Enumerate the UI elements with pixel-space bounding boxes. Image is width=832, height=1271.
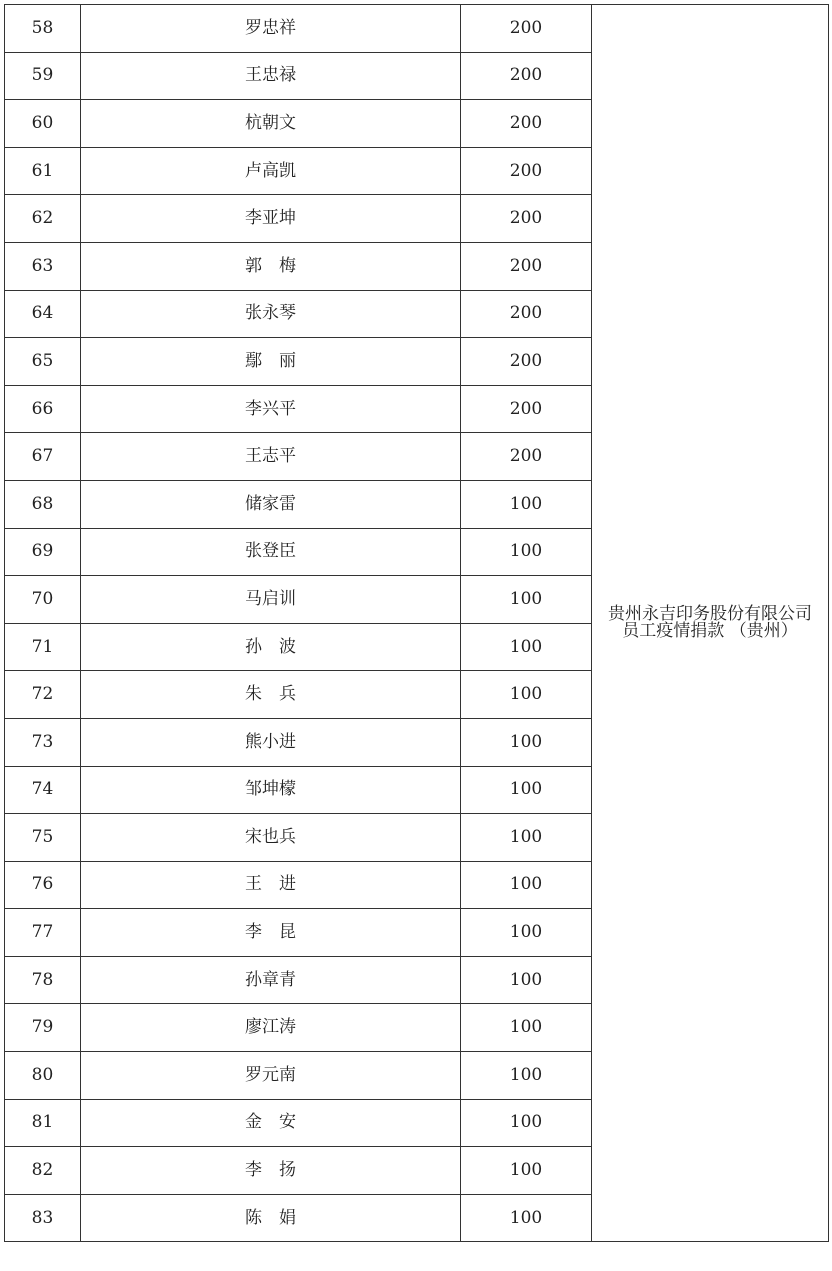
donor-name-text: 郭 梅 bbox=[245, 255, 296, 276]
row-number bbox=[5, 338, 81, 386]
row-number bbox=[5, 52, 81, 100]
donation-amount-text: 100 bbox=[509, 826, 543, 847]
donation-amount bbox=[461, 433, 592, 481]
row-number bbox=[5, 1004, 81, 1052]
donor-name-text: 罗忠祥 bbox=[245, 17, 296, 38]
donor-name bbox=[81, 433, 461, 481]
donor-name-text: 马启训 bbox=[245, 588, 296, 609]
donation-amount-text: 100 bbox=[509, 493, 543, 514]
row-number-text: 65 bbox=[31, 350, 54, 371]
donation-amount bbox=[461, 5, 592, 53]
donor-name bbox=[81, 195, 461, 243]
donor-name-text: 储家雷 bbox=[245, 493, 296, 514]
donation-amount bbox=[461, 1052, 592, 1100]
donation-amount bbox=[461, 290, 592, 338]
donor-name-text: 陈 娟 bbox=[245, 1207, 296, 1228]
donation-amount-text: 100 bbox=[509, 922, 543, 943]
donor-name bbox=[81, 338, 461, 386]
donor-name-text: 李兴平 bbox=[245, 398, 296, 419]
row-number-text: 62 bbox=[31, 208, 54, 229]
donor-name bbox=[81, 385, 461, 433]
note-purpose-line: 员工疫情捐款 （贵州） bbox=[622, 621, 798, 642]
row-number bbox=[5, 766, 81, 814]
row-number-text: 73 bbox=[31, 731, 54, 752]
row-number bbox=[5, 671, 81, 719]
donation-amount-text: 100 bbox=[509, 636, 543, 657]
donation-amount bbox=[461, 576, 592, 624]
row-number bbox=[5, 242, 81, 290]
donor-name bbox=[81, 576, 461, 624]
row-number-text: 83 bbox=[31, 1207, 54, 1228]
donation-amount-text: 200 bbox=[509, 350, 543, 371]
donor-name bbox=[81, 100, 461, 148]
donor-name bbox=[81, 1147, 461, 1195]
donation-amount-text: 100 bbox=[509, 779, 543, 800]
donor-name-text: 杭朝文 bbox=[245, 112, 296, 133]
row-number bbox=[5, 480, 81, 528]
donation-amount-text: 100 bbox=[509, 969, 543, 990]
donor-name bbox=[81, 290, 461, 338]
row-number-text: 70 bbox=[31, 588, 54, 609]
donor-name-text: 张永琴 bbox=[245, 303, 296, 324]
row-number-text: 59 bbox=[31, 65, 54, 86]
donor-name-text: 孙 波 bbox=[245, 636, 296, 657]
row-number bbox=[5, 909, 81, 957]
donor-name-text: 朱 兵 bbox=[245, 684, 296, 705]
row-number bbox=[5, 385, 81, 433]
donation-amount bbox=[461, 909, 592, 957]
donor-name bbox=[81, 1004, 461, 1052]
donor-name bbox=[81, 1194, 461, 1242]
donation-amount bbox=[461, 671, 592, 719]
donor-name bbox=[81, 861, 461, 909]
row-number bbox=[5, 147, 81, 195]
row-number bbox=[5, 1099, 81, 1147]
donor-name bbox=[81, 528, 461, 576]
row-number bbox=[5, 195, 81, 243]
donation-amount bbox=[461, 1147, 592, 1195]
donor-name bbox=[81, 242, 461, 290]
donor-name-text: 金 安 bbox=[245, 1112, 296, 1133]
row-number bbox=[5, 576, 81, 624]
donation-amount bbox=[461, 814, 592, 862]
donation-amount bbox=[461, 100, 592, 148]
donation-amount-text: 200 bbox=[509, 208, 543, 229]
donation-amount bbox=[461, 1004, 592, 1052]
donation-amount bbox=[461, 1194, 592, 1242]
donor-name bbox=[81, 1099, 461, 1147]
donor-name-text: 廖江涛 bbox=[245, 1017, 296, 1038]
donation-amount bbox=[461, 480, 592, 528]
row-number-text: 78 bbox=[31, 969, 54, 990]
donation-amount-text: 200 bbox=[509, 65, 543, 86]
row-number bbox=[5, 5, 81, 53]
donor-name-text: 李亚坤 bbox=[245, 208, 296, 229]
row-number bbox=[5, 956, 81, 1004]
donor-name bbox=[81, 1052, 461, 1100]
row-number-text: 77 bbox=[31, 922, 54, 943]
donation-amount bbox=[461, 861, 592, 909]
donation-amount bbox=[461, 956, 592, 1004]
donation-amount bbox=[461, 52, 592, 100]
row-number-text: 75 bbox=[31, 826, 54, 847]
donation-amount-text: 200 bbox=[509, 17, 543, 38]
row-number-text: 64 bbox=[31, 303, 54, 324]
row-number-text: 74 bbox=[31, 779, 54, 800]
donor-name bbox=[81, 718, 461, 766]
row-number-text: 61 bbox=[31, 160, 54, 181]
donor-name-text: 李 昆 bbox=[245, 922, 296, 943]
donation-amount bbox=[461, 242, 592, 290]
row-number-text: 69 bbox=[31, 541, 54, 562]
row-number bbox=[5, 290, 81, 338]
row-number bbox=[5, 1194, 81, 1242]
donation-amount bbox=[461, 338, 592, 386]
row-number bbox=[5, 528, 81, 576]
row-number bbox=[5, 623, 81, 671]
note-company-line: 贵州永吉印务股份有限公司 bbox=[608, 604, 812, 625]
donation-amount bbox=[461, 1099, 592, 1147]
row-number-text: 60 bbox=[31, 112, 54, 133]
row-number bbox=[5, 433, 81, 481]
donation-amount-text: 200 bbox=[509, 112, 543, 133]
donor-name-text: 罗元南 bbox=[245, 1064, 296, 1085]
donor-name bbox=[81, 671, 461, 719]
row-number bbox=[5, 718, 81, 766]
donation-amount-text: 200 bbox=[509, 160, 543, 181]
donation-amount bbox=[461, 623, 592, 671]
donation-amount-text: 200 bbox=[509, 303, 543, 324]
row-number-text: 76 bbox=[31, 874, 54, 895]
row-number bbox=[5, 1147, 81, 1195]
row-number-text: 66 bbox=[31, 398, 54, 419]
donation-table-body bbox=[5, 5, 829, 1242]
donation-amount bbox=[461, 147, 592, 195]
donation-amount bbox=[461, 718, 592, 766]
donor-name-text: 李 扬 bbox=[245, 1160, 296, 1181]
donor-name-text: 王忠禄 bbox=[245, 65, 296, 86]
donation-amount-text: 100 bbox=[509, 588, 543, 609]
row-number-text: 79 bbox=[31, 1017, 54, 1038]
donation-amount bbox=[461, 385, 592, 433]
row-number-text: 81 bbox=[31, 1112, 54, 1133]
donor-name-text: 鄢 丽 bbox=[245, 350, 296, 371]
row-number-text: 68 bbox=[31, 493, 54, 514]
donation-amount-text: 200 bbox=[509, 446, 543, 467]
row-number bbox=[5, 861, 81, 909]
donor-name-text: 卢高凯 bbox=[245, 160, 296, 181]
donation-amount-text: 100 bbox=[509, 1160, 543, 1181]
donation-amount-text: 100 bbox=[509, 1207, 543, 1228]
donation-table bbox=[4, 4, 829, 1242]
row-number bbox=[5, 814, 81, 862]
row-number-text: 72 bbox=[31, 684, 54, 705]
donor-name bbox=[81, 766, 461, 814]
row-number-text: 82 bbox=[31, 1160, 54, 1181]
donation-amount-text: 100 bbox=[509, 1112, 543, 1133]
donation-amount-text: 100 bbox=[509, 1064, 543, 1085]
donor-name bbox=[81, 147, 461, 195]
donation-amount bbox=[461, 766, 592, 814]
donor-name bbox=[81, 5, 461, 53]
row-number-text: 71 bbox=[31, 636, 54, 657]
donor-name-text: 宋也兵 bbox=[245, 826, 296, 847]
row-number-text: 67 bbox=[31, 446, 54, 467]
donor-name bbox=[81, 956, 461, 1004]
donor-name bbox=[81, 52, 461, 100]
donation-amount-text: 100 bbox=[509, 541, 543, 562]
table-row bbox=[5, 5, 829, 53]
row-number-text: 58 bbox=[31, 17, 54, 38]
donor-name bbox=[81, 480, 461, 528]
donor-name bbox=[81, 814, 461, 862]
donation-amount-text: 100 bbox=[509, 1017, 543, 1038]
donor-name-text: 孙章青 bbox=[245, 969, 296, 990]
row-number bbox=[5, 100, 81, 148]
donor-name bbox=[81, 623, 461, 671]
donor-name-text: 张登臣 bbox=[245, 541, 296, 562]
row-number-text: 80 bbox=[31, 1064, 54, 1085]
donation-amount-text: 100 bbox=[509, 874, 543, 895]
donation-amount bbox=[461, 195, 592, 243]
row-number-text: 63 bbox=[31, 255, 54, 276]
donor-name-text: 邹坤檬 bbox=[245, 779, 296, 800]
donation-amount-text: 200 bbox=[509, 255, 543, 276]
donation-amount-text: 100 bbox=[509, 731, 543, 752]
donation-amount bbox=[461, 528, 592, 576]
donor-name-text: 王 进 bbox=[245, 874, 296, 895]
donor-name-text: 王志平 bbox=[245, 446, 296, 467]
donation-note-cell bbox=[592, 5, 829, 1242]
row-number bbox=[5, 1052, 81, 1100]
donation-amount-text: 100 bbox=[509, 684, 543, 705]
donation-amount-text: 200 bbox=[509, 398, 543, 419]
donor-name-text: 熊小进 bbox=[245, 731, 296, 752]
donor-name bbox=[81, 909, 461, 957]
